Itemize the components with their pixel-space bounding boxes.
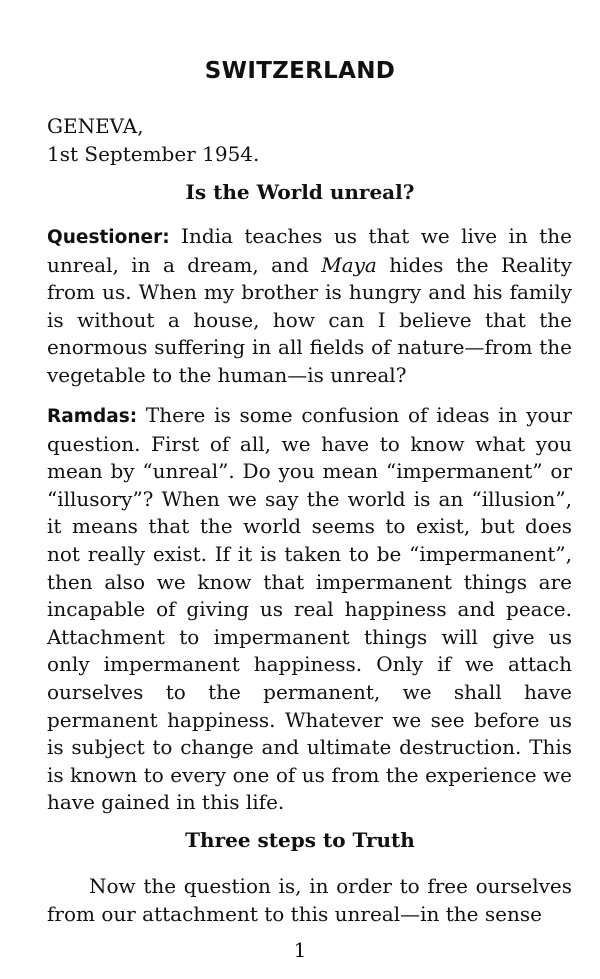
section-heading-world-unreal: Is the World unreal?	[185, 180, 415, 204]
place-city: GENEVA,	[47, 114, 144, 138]
page-title: SWITZERLAND	[204, 58, 396, 84]
three-steps-paragraph: Now the question is, in order to free ourselves from our attachment to this unreal—in the sense	[47, 874, 572, 926]
questioner-text-part1: India teaches us that we live in the unreal, in a dream, and	[47, 224, 572, 277]
section-heading-three-steps: Three steps to Truth	[185, 828, 415, 852]
questioner-text-part2: hides the Reality from us. When my brother is hungry and his family is without a house, how can I believe that the enormous suffering in all fields of nature—from the vegetable to the human—is unreal?	[47, 252, 572, 387]
questioner-label: Questioner:	[47, 227, 170, 248]
questioner-paragraph	[47, 223, 572, 390]
maya-italic-word: Maya	[321, 252, 377, 277]
ramdas-label: Ramdas:	[47, 406, 138, 427]
place-and-date	[47, 112, 259, 168]
place-date: 1st September 1954.	[47, 142, 260, 166]
page-number: 1	[293, 938, 307, 962]
ramdas-text: There is some confusion of ideas in your question. First of all, we have to know what you mean by “unreal”. Do you mean “impermanent” or “illusory”? When we say the world is an “illusion”, it means that the world seems to exist, but does not really exist. If it is taken to be “impermanent”, then also we know that impermanent things are incapable of giving us real happiness and peace. Attachment to impermanent things will give us only impermanent happiness. Only if we attach ourselves to the permanent, we shall have permanent happiness. Whatever we see before us is subject to change and ultimate destruction. This is known to every one of us from the experience we have gained in this life.	[47, 403, 572, 815]
ramdas-paragraph	[47, 402, 572, 817]
